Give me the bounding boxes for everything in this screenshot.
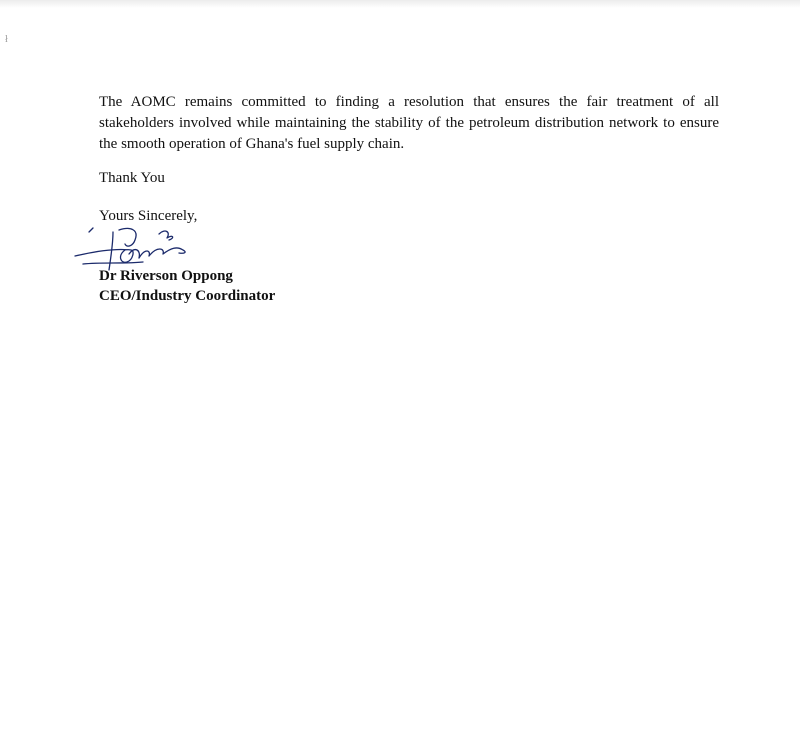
signature-stroke-tail (129, 248, 185, 258)
signatory-name: Dr Riverson Oppong (99, 268, 233, 284)
signature-stroke-flourish (83, 262, 143, 264)
signatory-title: CEO/Industry Coordinator (99, 288, 276, 304)
page-mark: ł (5, 34, 8, 45)
thank-you-line: Thank You (99, 170, 165, 186)
signature-stroke-loop (119, 228, 136, 246)
signature-stroke-main (75, 249, 133, 262)
page-top-edge (0, 0, 800, 8)
body-paragraph: The AOMC remains committed to finding a resolution that ensures the fair treatment of all stakeholders involved while maintaining the stability of the petroleum distribution network to ensure the smooth operation of Ghana's fuel supply chain. (99, 94, 719, 152)
letter-content (99, 92, 719, 304)
signature-stroke-hook (159, 231, 173, 240)
closing-salutation: Yours Sincerely, (99, 208, 198, 224)
signature-stroke-upright (109, 232, 113, 270)
signature-stroke-tick (89, 228, 93, 232)
